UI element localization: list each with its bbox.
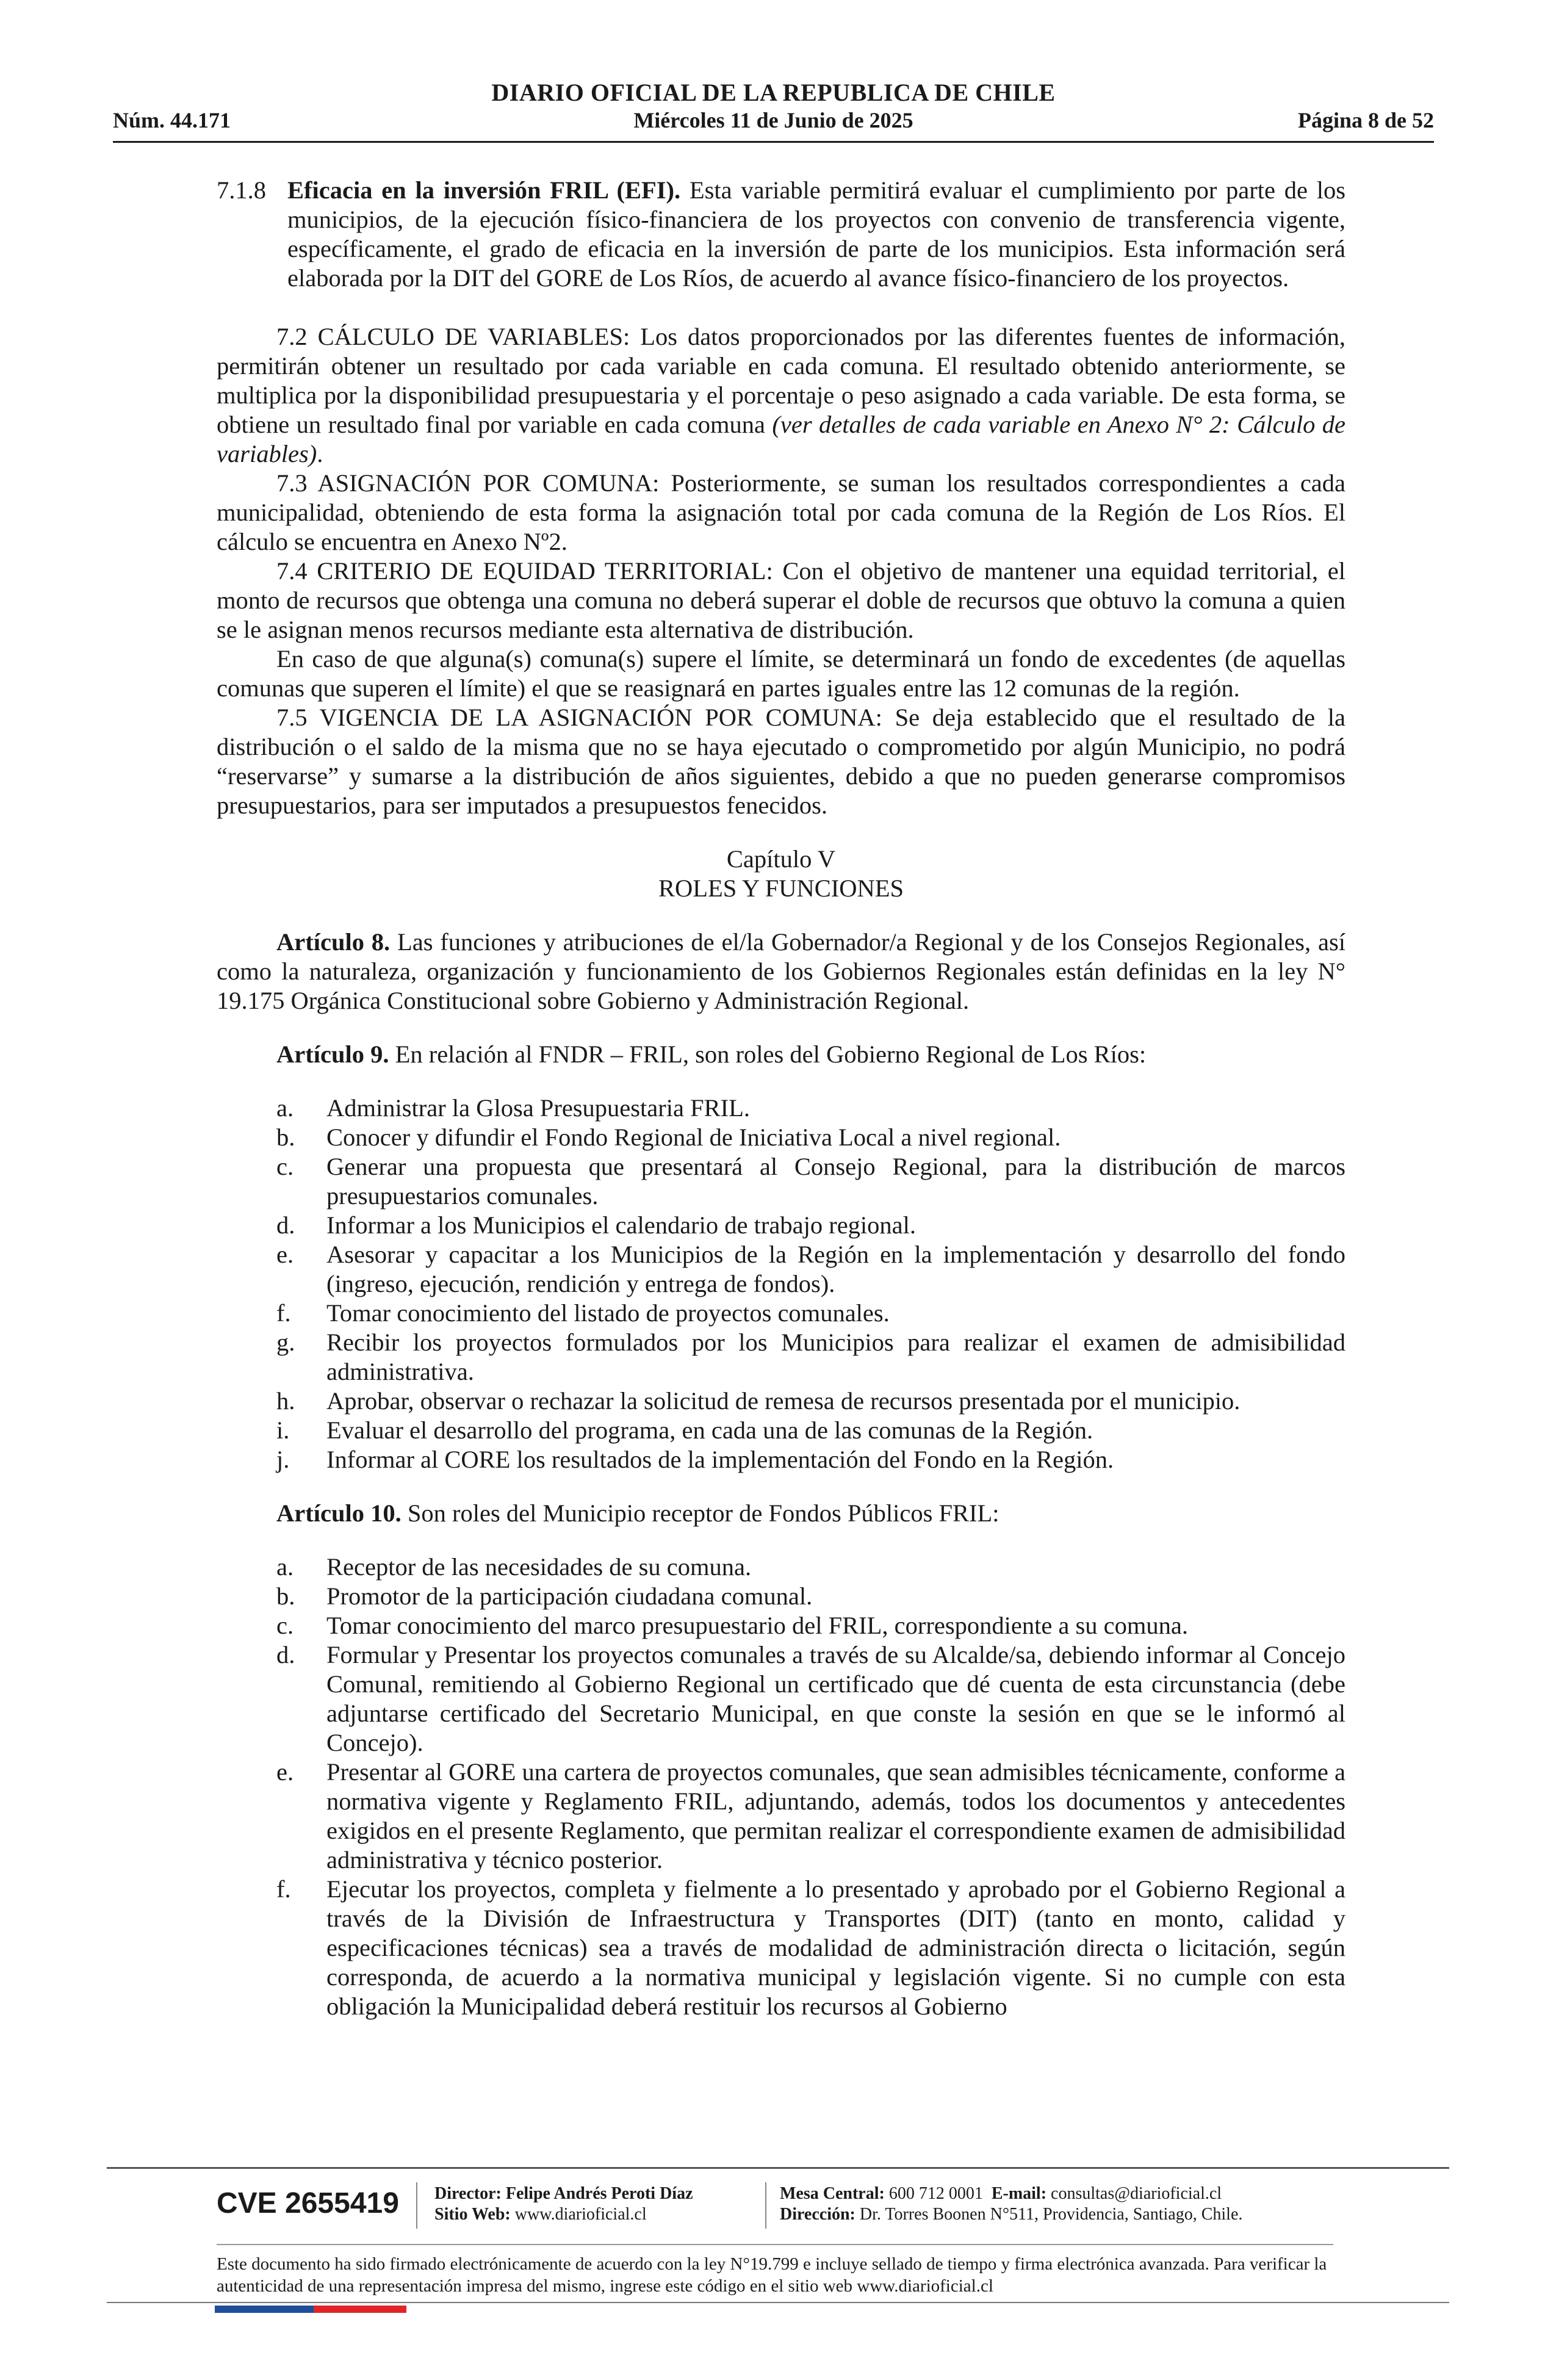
- cve-code: CVE 2655419: [217, 2187, 399, 2220]
- list-item-text: Ejecutar los proyectos, completa y fielmente a lo presentado y aprobado por el Gobierno Regional a través de la División de Infraestructura y Transportes (DIT) (tanto en monto, calidad y especificaciones técnicas) sea a través de modalidad de administración directa o licitación, según corresponda, de acuerdo a la normativa municipal y legislación vigente. Si no cumple con esta obligación la Municipalidad deberá restituir los recursos al Gobierno: [326, 1875, 1345, 2020]
- section-italic-note: (ver detalles de cada variable en Anexo N° 2: Cálculo de variables): [217, 411, 1346, 467]
- article-label: Artículo 10.: [276, 1499, 402, 1527]
- list-item-text: Recibir los proyectos formulados por los Municipios para realizar el examen de admisibilidad administrativa.: [326, 1329, 1345, 1385]
- list-item: [217, 1582, 1345, 1611]
- list-item-letter: e.: [276, 1758, 294, 1786]
- footer-separator: [765, 2182, 766, 2229]
- article-10: [217, 1499, 1345, 1528]
- issue-number: Núm. 44.171: [113, 108, 231, 132]
- section-7-2: [217, 322, 1345, 469]
- section-7-5: 7.5 VIGENCIA DE LA ASIGNACIÓN POR COMUNA: Se deja establecido que el resultado de la distribución o el saldo de la misma que no se haya ejecutado o comprometido por algún Municipio, no podrá “reservarse” y sumarse a la distribución de años siguientes, debido a que no pueden generarse compromisos presupuestarios, para ser imputados a presupuestos fenecidos.: [217, 704, 1345, 819]
- email-link[interactable]: consultas@diarioficial.cl: [1046, 2184, 1222, 2203]
- newspaper-title: DIARIO OFICIAL DE LA REPUBLICA DE CHILE: [491, 79, 1056, 106]
- list-item: [217, 1875, 1345, 2021]
- list-item: [217, 1152, 1345, 1211]
- list-item-letter: c.: [276, 1612, 294, 1639]
- list-item-text: Administrar la Glosa Presupuestaria FRIL.: [326, 1094, 750, 1122]
- article-label: Artículo 8.: [276, 928, 391, 956]
- footer-note-divider: [217, 2244, 1333, 2245]
- list-item-letter: h.: [276, 1387, 295, 1415]
- list-item-letter: j.: [276, 1446, 290, 1473]
- list-item-letter: d.: [276, 1641, 295, 1668]
- page-header: [113, 73, 1434, 146]
- list-item-text: Presentar al GORE una cartera de proyectos comunales, que sean admisibles técnicamente, conforme a normativa vigente y Reglamento FRIL, adjuntando, además, todos los documentos y antecedentes exigidos en el presente Reglamento, que permitan realizar el correspondiente examen de admisibilidad administrativa y técnico posterior.: [326, 1758, 1345, 1873]
- list-item: [217, 1123, 1345, 1152]
- section-7-4-paragraph-2: En caso de que alguna(s) comuna(s) supere el límite, se determinará un fondo de excedentes (de aquellas comunas que superen el límite) el que se reasignará en partes iguales entre las 12 comunas de la región.: [217, 645, 1345, 702]
- list-item-text: Tomar conocimiento del listado de proyectos comunales.: [326, 1299, 890, 1327]
- section-number: 7.1.8: [217, 176, 266, 204]
- list-item: [217, 1611, 1345, 1640]
- list-item: [217, 1328, 1345, 1387]
- list-item-text: Informar al CORE los resultados de la implementación del Fondo en la Región.: [326, 1446, 1114, 1473]
- list-item: [217, 1416, 1345, 1445]
- address-label: Dirección:: [780, 2205, 855, 2224]
- footer-separator: [416, 2182, 417, 2229]
- header-divider: [113, 141, 1434, 143]
- footer-divider: [107, 2167, 1449, 2169]
- article-label: Artículo 9.: [276, 1040, 389, 1068]
- list-item-text: Informar a los Municipios el calendario de trabajo regional.: [326, 1211, 917, 1239]
- flag-stripe-red: [314, 2306, 406, 2313]
- footer-director-info: [434, 2183, 693, 2225]
- list-item-text: Asesorar y capacitar a los Municipios de la Región en la implementación y desarrollo del fondo (ingreso, ejecución, rendición y entrega de fondos).: [326, 1241, 1345, 1297]
- section-text-end: .: [317, 440, 323, 467]
- website-link[interactable]: www.diarioficial.cl: [510, 2205, 647, 2224]
- list-item-text: Evaluar el desarrollo del programa, en cada una de las comunas de la Región.: [326, 1416, 1093, 1444]
- list-item: [217, 1094, 1345, 1123]
- issue-date: Miércoles 11 de Junio de 2025: [633, 108, 913, 132]
- list-item-text: Aprobar, observar o rechazar la solicitud de remesa de recursos presentada por el municipio.: [326, 1387, 1241, 1415]
- list-item-letter: g.: [276, 1329, 295, 1356]
- list-item-letter: a.: [276, 1094, 294, 1122]
- phone-label: Mesa Central:: [780, 2184, 885, 2203]
- list-item: [217, 1552, 1345, 1582]
- section-text: Esta variable permitirá evaluar el cumplimiento por parte de los municipios, de la ejecución físico-financiera de los proyectos con convenio de transferencia vigente, específicamente, el grado de eficacia en la inversión de parte de los municipios. Esta información será elaborada por la DIT del GORE de Los Ríos, de acuerdo al avance físico-financiero de los proyectos.: [287, 176, 1345, 292]
- footer-bottom-divider: [107, 2302, 1449, 2303]
- flag-stripe-blue: [215, 2306, 314, 2313]
- list-item: [217, 1387, 1345, 1416]
- phone-value: 600 712 0001: [884, 2184, 983, 2203]
- list-item-letter: i.: [276, 1416, 290, 1444]
- list-item-letter: c.: [276, 1153, 294, 1180]
- signature-note: Este documento ha sido firmado electrónicamente de acuerdo con la ley N°19.799 e incluye sellado de tiempo y firma electrónica avanzada. Para verificar la autenticidad de una representación impresa del mismo, ingrese este código en el sitio web www.diarioficial.cl: [217, 2254, 1327, 2296]
- list-item-text: Promotor de la participación ciudadana comunal.: [326, 1582, 813, 1610]
- website-label: Sitio Web:: [434, 2205, 511, 2224]
- article-9-list: [217, 1094, 1345, 1474]
- article-10-list: [217, 1552, 1345, 2021]
- director-label: Director:: [434, 2184, 502, 2203]
- list-item: [217, 1640, 1345, 1758]
- list-item-text: Generar una propuesta que presentará al Consejo Regional, para la distribución de marcos presupuestarios comunales.: [326, 1153, 1345, 1210]
- article-text: Son roles del Municipio receptor de Fondos Públicos FRIL:: [401, 1499, 1000, 1527]
- article-9: [217, 1040, 1345, 1069]
- list-item: [217, 1758, 1345, 1875]
- section-title: Eficacia en la inversión FRIL (EFI).: [287, 176, 681, 204]
- list-item-text: Formular y Presentar los proyectos comunales a través de su Alcalde/sa, debiendo informar al Concejo Comunal, remitiendo al Gobierno Regional un certificado que dé cuenta de esta circunstancia (debe adjuntarse certificado del Secretario Municipal, en que conste la sesión en que se le informó al Concejo).: [326, 1641, 1345, 1756]
- list-item: [217, 1240, 1345, 1299]
- list-item-letter: d.: [276, 1211, 295, 1239]
- section-7-4: 7.4 CRITERIO DE EQUIDAD TERRITORIAL: Con el objetivo de mantener una equidad territorial, el monto de recursos que obtenga una comuna no deberá superar el doble de recursos que obtuvo la comuna a quien se le asignan menos recursos mediante esta alternativa de distribución.: [217, 557, 1345, 643]
- list-item: [217, 1445, 1345, 1474]
- list-item-letter: b.: [276, 1123, 295, 1151]
- list-item-letter: f.: [276, 1875, 291, 1903]
- section-text: 7.2 CÁLCULO DE VARIABLES: Los datos proporcionados por las diferentes fuentes de información, permitirán obtener un resultado por cada variable en cada comuna. El resultado obtenido anteriormente, se multiplica por la disponibilidad presupuestaria y el porcentaje o peso asignado a cada variable. De esta forma, se obtiene un resultado final por variable en cada comuna: [217, 323, 1345, 438]
- list-item: [217, 1299, 1345, 1328]
- section-7-3: 7.3 ASIGNACIÓN POR COMUNA: Posteriormente, se suman los resultados correspondientes a cada municipalidad, obteniendo de esta forma la asignación total por cada comuna de la Región de Los Ríos. El cálculo se encuentra en Anexo Nº2.: [217, 469, 1345, 555]
- page-number: Página 8 de 52: [1297, 108, 1434, 132]
- chapter-heading: Capítulo V: [726, 845, 836, 873]
- list-item-letter: f.: [276, 1299, 291, 1327]
- article-8: [217, 928, 1345, 1015]
- section-7-1-8: [217, 176, 1345, 293]
- address-value: Dr. Torres Boonen N°511, Providencia, Santiago, Chile.: [855, 2205, 1243, 2224]
- list-item: [217, 1211, 1345, 1240]
- email-label: E-mail:: [991, 2184, 1047, 2203]
- list-item-text: Tomar conocimiento del marco presupuestario del FRIL, correspondiente a su comuna.: [326, 1612, 1188, 1639]
- list-item-letter: b.: [276, 1582, 295, 1610]
- list-item-text: Conocer y difundir el Fondo Regional de Iniciativa Local a nivel regional.: [326, 1123, 1061, 1151]
- list-item-text: Receptor de las necesidades de su comuna.: [326, 1553, 752, 1581]
- chapter-title: ROLES Y FUNCIONES: [658, 874, 904, 902]
- director-name: Felipe Andrés Peroti Díaz: [501, 2184, 693, 2203]
- footer-contact-info: [780, 2183, 1242, 2225]
- article-text: En relación al FNDR – FRIL, son roles del Gobierno Regional de Los Ríos:: [389, 1040, 1147, 1068]
- article-text: Las funciones y atribuciones de el/la Gobernador/a Regional y de los Consejos Regionales, así como la naturaleza, organización y funcionamiento de los Gobiernos Regionales están definidas en la ley N° 19.175 Orgánica Constitucional sobre Gobierno y Administración Regional.: [217, 928, 1345, 1014]
- document-body: [217, 176, 1345, 2021]
- list-item-letter: a.: [276, 1553, 294, 1581]
- list-item-letter: e.: [276, 1241, 294, 1268]
